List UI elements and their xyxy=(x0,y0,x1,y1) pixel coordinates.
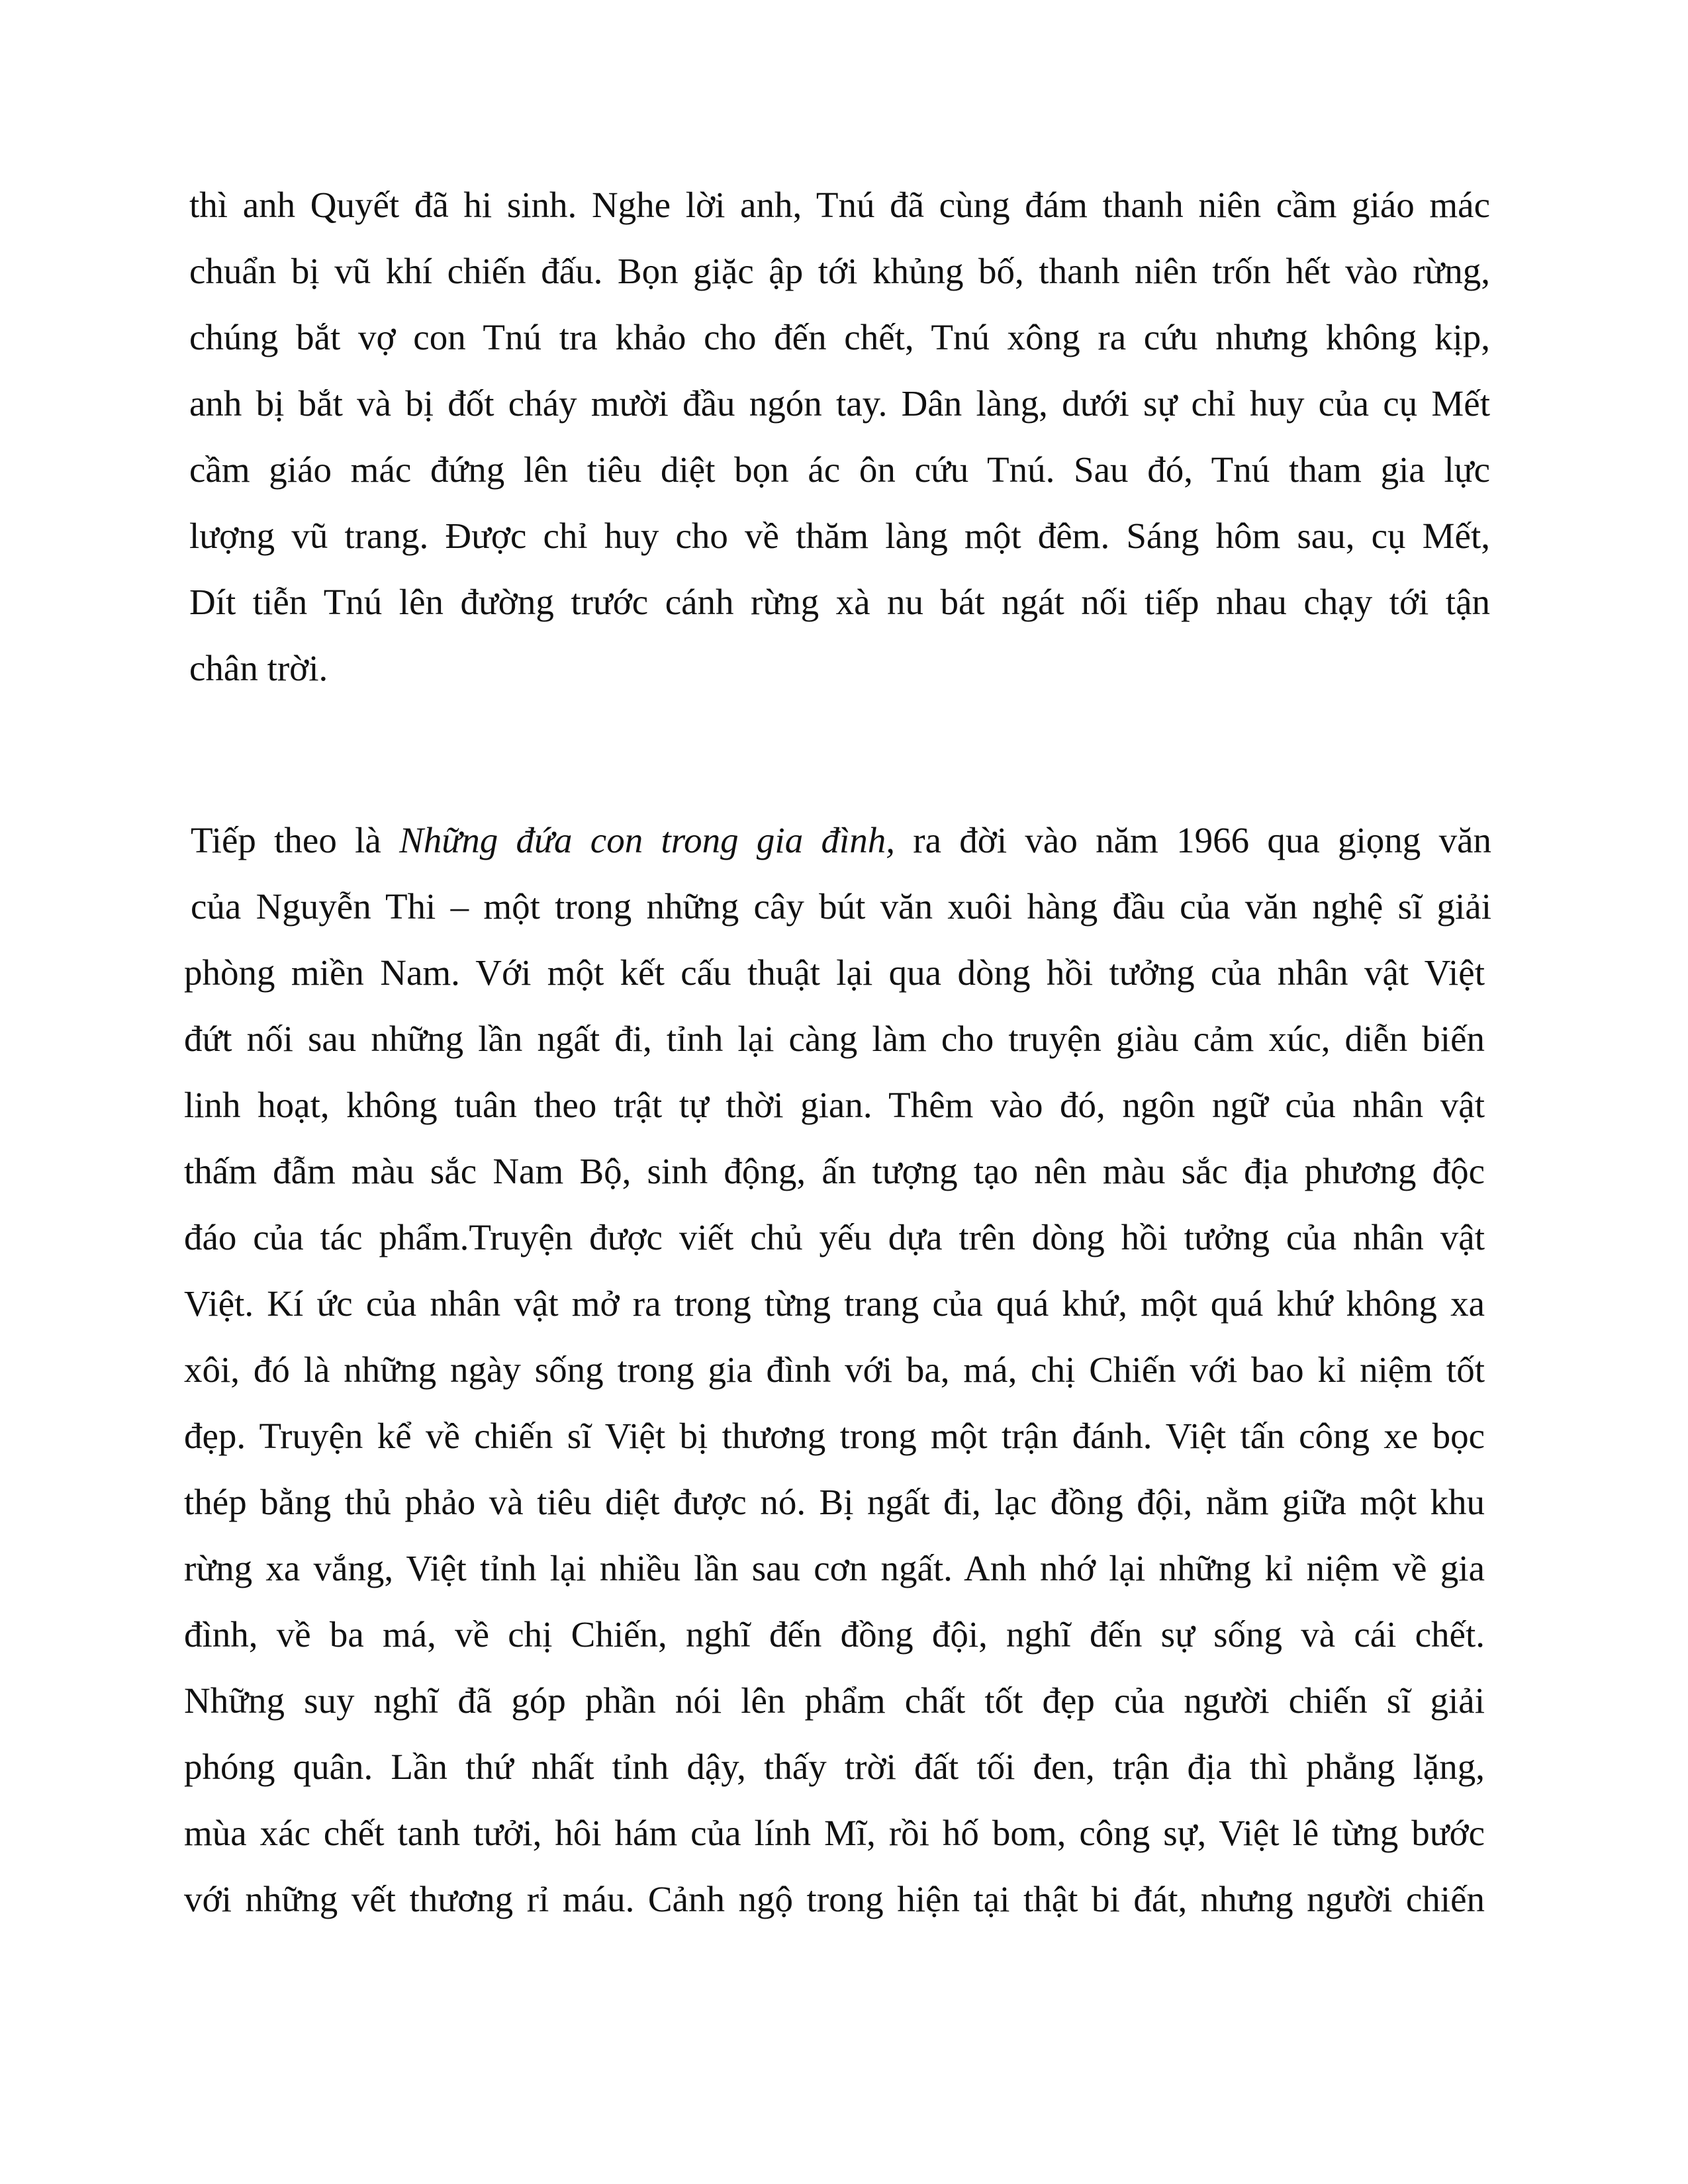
text-line: đáo của tác phẩm.Truyện được viết chủ yếu dựa trên dòng hồi tưởng của nhân vật xyxy=(184,1217,1485,1257)
text-line: phòng miền Nam. Với một kết cấu thuật lại qua dòng hồi tưởng của nhân vật Việt xyxy=(184,952,1485,993)
text-line: linh hoạt, không tuân theo trật tự thời gian. Thêm vào đó, ngôn ngữ của nhân vật xyxy=(184,1085,1485,1125)
text-line: đẹp. Truyện kể về chiến sĩ Việt bị thương trong một trận đánh. Việt tấn công xe bọc xyxy=(184,1416,1485,1456)
text-line: đình, về ba má, về chị Chiến, nghĩ đến đồng đội, nghĩ đến sự sống và cái chết. xyxy=(184,1614,1485,1655)
text-line: Dít tiễn Tnú lên đường trước cánh rừng xà nu bát ngát nối tiếp nhau chạy tới tận xyxy=(189,582,1490,622)
text-line: đứt nối sau những lần ngất đi, tỉnh lại càng làm cho truyện giàu cảm xúc, diễn biến xyxy=(184,1019,1485,1059)
text-line: chân trời. xyxy=(189,648,328,688)
text-line: mùa xác chết tanh tưởi, hôi hám của lính Mĩ, rồi hố bom, công sự, Việt lê từng bước xyxy=(184,1813,1485,1853)
text-line: chúng bắt vợ con Tnú tra khảo cho đến chết, Tnú xông ra cứu nhưng không kịp, xyxy=(189,317,1490,357)
text-run: Tiếp theo là xyxy=(191,820,400,860)
text-line: thép bằng thủ phảo và tiêu diệt được nó. Bị ngất đi, lạc đồng đội, nằm giữa một khu xyxy=(184,1482,1485,1522)
text-line: chuẩn bị vũ khí chiến đấu. Bọn giặc ập tới khủng bố, thanh niên trốn hết vào rừng, xyxy=(189,251,1490,291)
text-line: thấm đẫm màu sắc Nam Bộ, sinh động, ấn tượng tạo nên màu sắc địa phương độc xyxy=(184,1151,1485,1191)
text-line: cầm giáo mác đứng lên tiêu diệt bọn ác ôn cứu Tnú. Sau đó, Tnú tham gia lực xyxy=(189,449,1490,490)
text-run: ra đời vào năm 1966 qua giọng văn xyxy=(895,820,1491,860)
work-title: Những đứa con trong gia đình, xyxy=(399,820,895,860)
text-line: lượng vũ trang. Được chỉ huy cho về thăm làng một đêm. Sáng hôm sau, cụ Mết, xyxy=(189,516,1490,556)
paragraph-2-first-line xyxy=(191,810,1491,871)
text-line: với những vết thương rỉ máu. Cảnh ngộ trong hiện tại thật bi đát, nhưng người chiến xyxy=(184,1879,1485,1919)
text-line: của Nguyễn Thi – một trong những cây bút văn xuôi hàng đầu của văn nghệ sĩ giải xyxy=(191,886,1491,927)
text-line: anh bị bắt và bị đốt cháy mười đầu ngón tay. Dân làng, dưới sự chỉ huy của cụ Mết xyxy=(189,383,1490,424)
text-line: rừng xa vắng, Việt tỉnh lại nhiều lần sau cơn ngất. Anh nhớ lại những kỉ niệm về gia xyxy=(184,1548,1485,1588)
text-line: Những suy nghĩ đã góp phần nói lên phẩm chất tốt đẹp của người chiến sĩ giải xyxy=(184,1680,1485,1721)
text-line: phóng quân. Lần thứ nhất tỉnh dậy, thấy trời đất tối đen, trận địa thì phẳng lặng, xyxy=(184,1747,1485,1787)
text-line: xôi, đó là những ngày sống trong gia đình với ba, má, chị Chiến với bao kỉ niệm tốt xyxy=(184,1349,1485,1390)
text-line: Việt. Kí ức của nhân vật mở ra trong từng trang của quá khứ, một quá khứ không xa xyxy=(184,1283,1485,1324)
text-line: thì anh Quyết đã hi sinh. Nghe lời anh, Tnú đã cùng đám thanh niên cầm giáo mác xyxy=(189,185,1490,225)
